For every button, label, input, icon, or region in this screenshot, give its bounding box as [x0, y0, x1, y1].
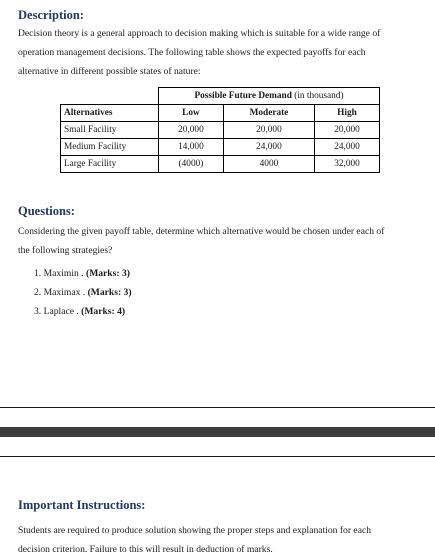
table-row	[61, 139, 380, 156]
divider-thin	[0, 407, 435, 408]
table-row	[61, 122, 380, 139]
divider-thick	[0, 427, 435, 437]
row-label: Medium Facility	[61, 139, 159, 156]
table-title-text: Possible Future Demand	[194, 91, 292, 101]
questions-text	[18, 222, 428, 260]
table-title	[159, 88, 380, 105]
table-header-row	[61, 105, 380, 122]
questions-line: the following strategies?	[18, 245, 113, 256]
cell-low: (4000)	[159, 156, 224, 173]
table-corner	[61, 88, 159, 105]
cell-high: 20,000	[315, 122, 380, 139]
list-item	[34, 302, 132, 321]
row-label: Small Facility	[61, 122, 159, 139]
item-text: Maximin .	[43, 268, 84, 279]
cell-high: 24,000	[315, 139, 380, 156]
instructions-text	[18, 521, 428, 559]
table-row	[61, 156, 380, 173]
item-marks: (Marks: 4)	[81, 306, 126, 317]
description-line: alternative in different possible states of nature:	[18, 66, 201, 77]
item-number: 1.	[34, 268, 42, 279]
cell-high: 32,000	[315, 156, 380, 173]
item-marks: (Marks: 3)	[86, 268, 130, 279]
cell-low: 14,000	[159, 139, 224, 156]
item-text: Maximax .	[43, 287, 86, 298]
item-marks: (Marks: 3)	[87, 287, 132, 298]
cell-moderate: 4000	[223, 156, 314, 173]
table-title-row	[61, 88, 380, 105]
description-heading: Description:	[18, 8, 84, 22]
questions-heading: Questions:	[18, 204, 75, 218]
divider-thin-bottom	[0, 456, 435, 457]
header-high: High	[315, 105, 380, 122]
list-item	[34, 264, 132, 283]
description-line: operation management decisions. The following table shows the expected payoffs for each	[18, 47, 366, 58]
instructions-line: Students are required to produce solution showing the proper steps and explanation for each	[18, 525, 372, 536]
cell-low: 20,000	[159, 122, 224, 139]
questions-line: Considering the given payoff table, determine which alternative would be chosen under each of	[18, 226, 385, 237]
row-label: Large Facility	[61, 156, 159, 173]
description-text	[18, 24, 428, 81]
item-number: 2.	[34, 287, 42, 298]
payoff-table	[60, 87, 380, 173]
instructions-heading: Important Instructions:	[18, 498, 146, 512]
instructions-line: decision criterion. Failure to this will result in deduction of marks.	[18, 544, 273, 555]
questions-list	[34, 264, 132, 321]
cell-moderate: 20,000	[223, 122, 314, 139]
item-text: Laplace .	[43, 306, 79, 317]
header-low: Low	[159, 105, 224, 122]
header-moderate: Moderate	[223, 105, 314, 122]
description-line: Decision theory is a general approach to decision making which is suitable for a wide range of	[18, 28, 381, 39]
cell-moderate: 24,000	[223, 139, 314, 156]
list-item	[34, 283, 132, 302]
table-title-unit: (in thousand)	[294, 91, 344, 101]
header-alternatives: Alternatives	[61, 105, 159, 122]
item-number: 3.	[34, 306, 42, 317]
